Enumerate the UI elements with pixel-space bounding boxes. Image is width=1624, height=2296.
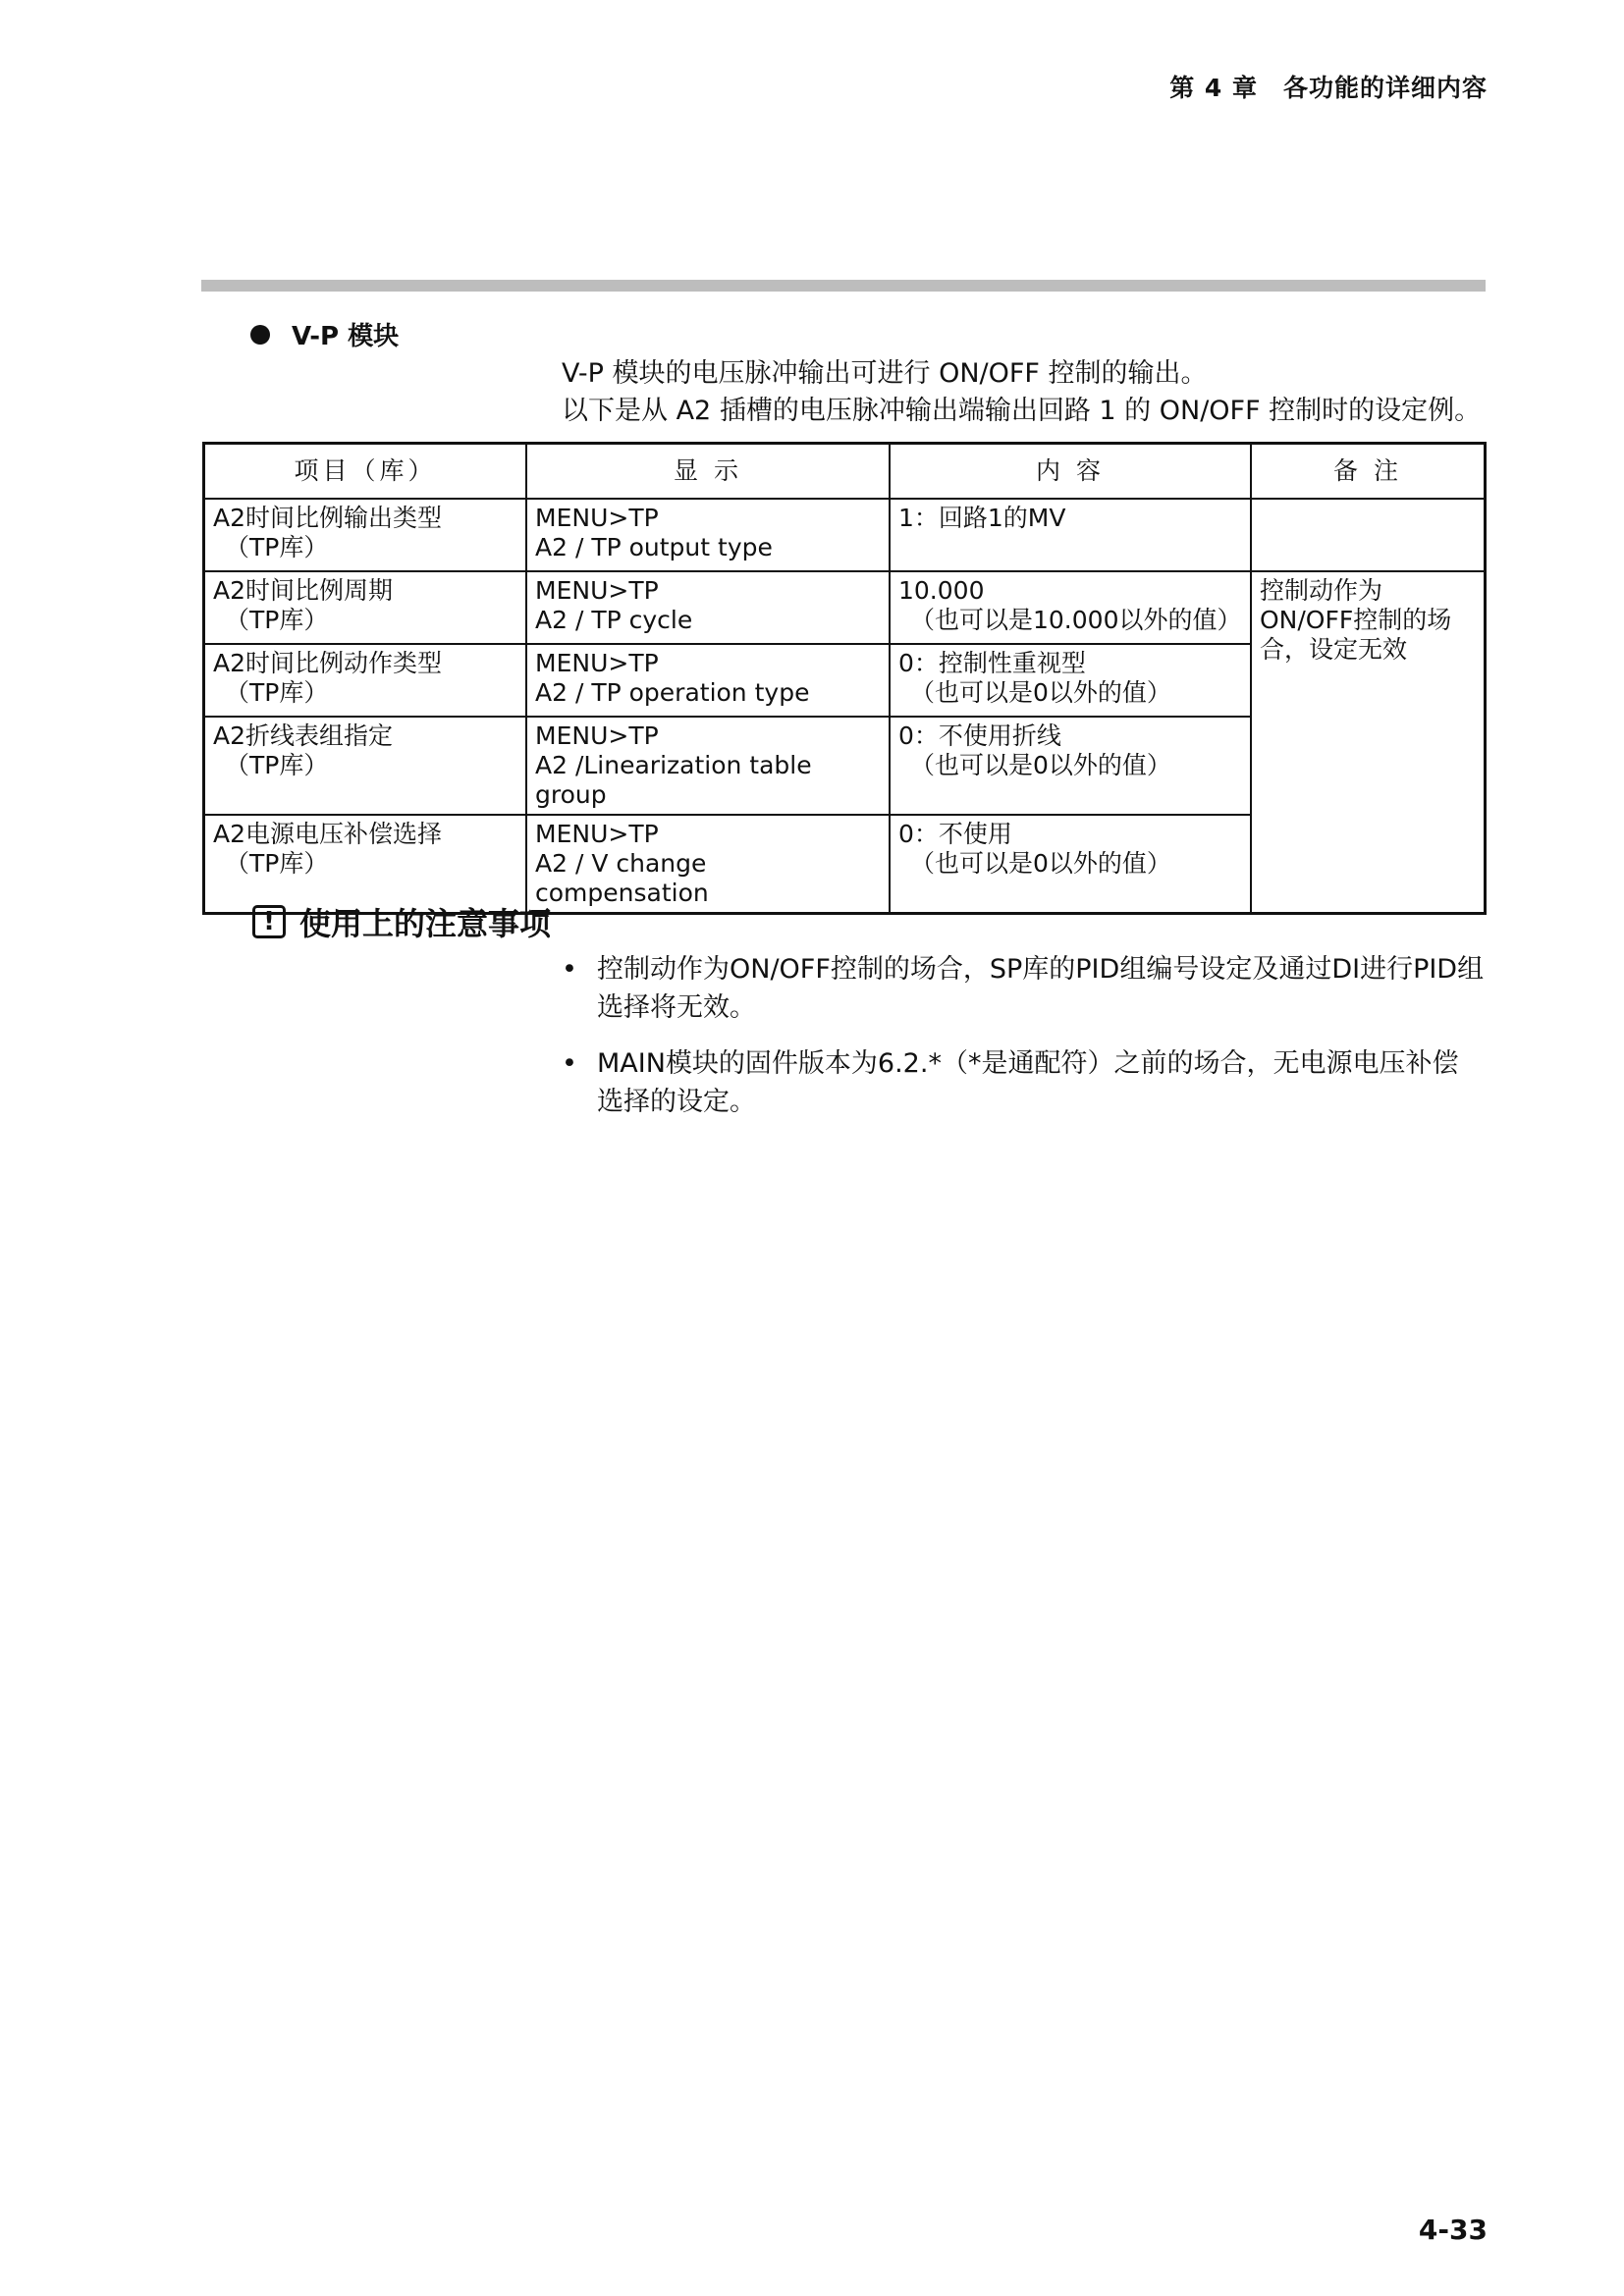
display-cell (526, 717, 890, 815)
table-row (204, 499, 1486, 571)
item-name: A2折线表组指定 (213, 721, 394, 750)
display-parameter: A2 / TP output type (535, 533, 773, 561)
column-header-content: 内 容 (890, 444, 1251, 500)
content-note: （也可以是0以外的值） (910, 678, 1171, 707)
page-number: 4-33 (1418, 2214, 1488, 2246)
item-cell (204, 644, 527, 717)
display-menu-path: MENU>TP (535, 504, 659, 532)
content-value: 10.000 (898, 576, 985, 605)
content-note: （也可以是0以外的值） (910, 751, 1171, 779)
item-name: A2时间比例输出类型 (213, 504, 443, 532)
display-parameter: A2 / V change compensation (535, 849, 709, 907)
content-note: （也可以是0以外的值） (910, 849, 1171, 878)
display-menu-path: MENU>TP (535, 721, 659, 750)
display-cell (526, 499, 890, 571)
item-cell (204, 717, 527, 815)
remark-cell-empty (1251, 499, 1486, 571)
display-parameter: A2 / TP operation type (535, 678, 810, 707)
item-name: A2时间比例动作类型 (213, 649, 443, 677)
content-value: 0：不使用 (898, 820, 1012, 848)
item-bank: （TP库） (225, 533, 329, 561)
bullet-dot-icon (250, 325, 270, 345)
content-value: 0：不使用折线 (898, 721, 1061, 750)
display-parameter: A2 / TP cycle (535, 606, 693, 634)
item-bank: （TP库） (225, 849, 329, 878)
display-parameter: A2 /Linearization table group (535, 751, 812, 809)
item-name: A2电源电压补偿选择 (213, 820, 443, 848)
header-rule (201, 280, 1486, 292)
content-cell (890, 717, 1251, 815)
exclamation-box-icon: ! (252, 905, 286, 938)
intro-line: 以下是从 A2 插槽的电压脉冲输出端输出回路 1 的 ON/OFF 控制时的设定例。 (562, 396, 1482, 426)
column-header-item: 项目（库） (204, 444, 527, 500)
list-item: • 控制动作为ON/OFF控制的场合，SP库的PID组编号设定及通过DI进行PID组选择将无效。 (562, 950, 1485, 1027)
item-cell (204, 571, 527, 644)
caution-notes (562, 950, 1485, 1139)
display-cell (526, 644, 890, 717)
content-cell (890, 499, 1251, 571)
item-bank: （TP库） (225, 751, 329, 779)
remark-cell: 控制动作为ON/OFF控制的场合，设定无效 (1251, 571, 1486, 914)
column-header-display: 显 示 (526, 444, 890, 500)
table-header-row (204, 444, 1486, 500)
table-row (204, 571, 1486, 644)
list-item: • MAIN模块的固件版本为6.2.*（*是通配符）之前的场合，无电源电压补偿选择的设定。 (562, 1044, 1485, 1121)
item-cell (204, 499, 527, 571)
item-bank: （TP库） (225, 678, 329, 707)
section-heading-text: V-P 模块 (292, 322, 400, 351)
settings-table (202, 442, 1487, 915)
caution-heading (252, 899, 551, 944)
caution-title: 使用上的注意事项 (299, 905, 552, 942)
display-menu-path: MENU>TP (535, 820, 659, 848)
item-name: A2时间比例周期 (213, 576, 394, 605)
section-heading (250, 316, 399, 352)
chapter-header: 第 4 章 各功能的详细内容 (1169, 74, 1488, 102)
content-value: 0：控制性重视型 (898, 649, 1086, 677)
content-cell (890, 644, 1251, 717)
display-menu-path: MENU>TP (535, 576, 659, 605)
display-cell (526, 815, 890, 914)
display-cell (526, 571, 890, 644)
display-menu-path: MENU>TP (535, 649, 659, 677)
content-value: 1：回路1的MV (898, 504, 1066, 532)
section-intro (562, 355, 1481, 430)
content-cell (890, 571, 1251, 644)
item-bank: （TP库） (225, 606, 329, 634)
column-header-remark: 备 注 (1251, 444, 1486, 500)
content-note: （也可以是10.000以外的值） (910, 606, 1242, 634)
content-cell (890, 815, 1251, 914)
intro-line: V-P 模块的电压脉冲输出可进行 ON/OFF 控制的输出。 (562, 358, 1208, 389)
